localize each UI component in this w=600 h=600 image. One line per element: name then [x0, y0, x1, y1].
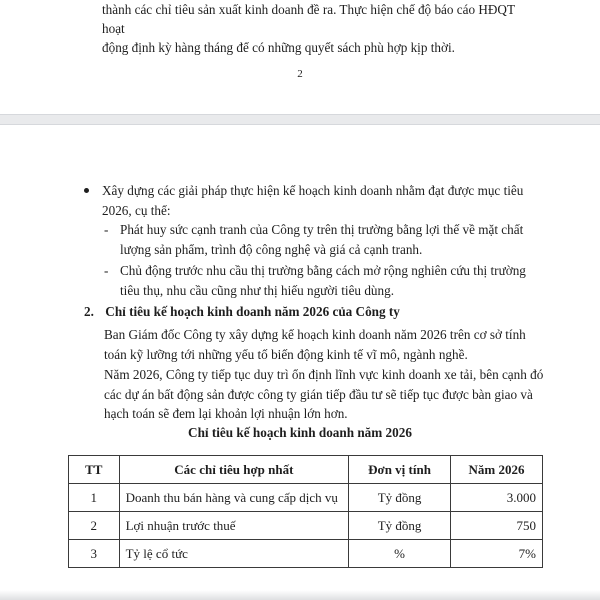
text-line: các dự án bất động sản được công ty gián tiếp đầu tư sẽ tiếp tục được bàn giao và [104, 386, 533, 402]
dash-mark: - [104, 263, 109, 278]
table-title: Chỉ tiêu kế hoạch kinh doanh năm 2026 [188, 425, 412, 440]
dash-text [120, 261, 544, 300]
cell-tt: 2 [69, 512, 120, 540]
text-line: Xây dựng các giải pháp thực hiện kế hoạch kinh doanh nhằm đạt được mục tiêu [102, 183, 524, 198]
text-line: lượng sản phẩm, trình độ công nghệ và giá cả cạnh tranh. [120, 241, 423, 257]
text-line: hạch toán sẽ đem lại khoản lợi nhuận lớn hơn. [104, 406, 348, 421]
previous-page-text [102, 0, 532, 57]
section-number: 2. [84, 304, 94, 319]
table-row [69, 540, 543, 568]
dash-mark: - [104, 222, 109, 237]
paragraph [104, 325, 544, 364]
cell-value: 750 [450, 512, 542, 540]
header-indicator: Các chỉ tiêu hợp nhất [119, 456, 349, 484]
cell-tt: 3 [69, 540, 120, 568]
dash-text [120, 220, 544, 259]
cell-value: 7% [450, 540, 542, 568]
header-year: Năm 2026 [450, 456, 542, 484]
cell-unit: Tỷ đồng [349, 512, 451, 540]
cell-indicator: Doanh thu bán hàng và cung cấp dịch vụ [119, 484, 349, 512]
bullet-item [84, 181, 544, 220]
text-line: 2026, cụ thể: [102, 202, 171, 218]
cell-unit: % [349, 540, 451, 568]
previous-page [0, 0, 600, 115]
cell-unit: Tỷ đồng [349, 484, 451, 512]
dash-item [104, 261, 544, 300]
text-line: Chủ động trước nhu cầu thị trường bằng cách mở rộng nghiên cứu thị trường [120, 263, 526, 278]
table-header-row [69, 456, 543, 484]
header-tt: TT [69, 456, 120, 484]
text-line: thành các chỉ tiêu sản xuất kinh doanh đề ra. Thực hiện chế độ báo cáo HĐQT hoạt [102, 2, 515, 36]
paragraph [104, 365, 544, 424]
dash-item [104, 220, 544, 259]
current-page [0, 124, 600, 600]
cell-indicator: Lợi nhuận trước thuế [119, 512, 349, 540]
page-number: 2 [297, 68, 303, 80]
text-line: tiêu thụ, nhu cầu cũng như thị hiếu người tiêu dùng. [120, 282, 394, 298]
header-unit: Đơn vị tính [349, 456, 451, 484]
text-line: Phát huy sức cạnh tranh của Công ty trên thị trường bằng lợi thế về mặt chất [120, 222, 524, 237]
text-line: Năm 2026, Công ty tiếp tục duy trì ổn định lĩnh vực kinh doanh xe tải, bên cạnh đó [104, 367, 544, 382]
cell-value: 3.000 [450, 484, 542, 512]
text-line: Ban Giám đốc Công ty xây dựng kế hoạch kinh doanh năm 2026 trên cơ sở tính [104, 327, 526, 342]
bullet-dot-icon [84, 188, 89, 193]
text-line: động định kỳ hàng tháng để có những quyết sách phù hợp kịp thời. [102, 40, 455, 55]
section-heading [84, 302, 400, 322]
text-line: toán kỹ lưỡng tới những yếu tố biến động kinh tế vĩ mô, ngành nghề. [104, 346, 468, 362]
table-row [69, 512, 543, 540]
kpi-table [68, 455, 543, 568]
cell-indicator: Tỷ lệ cổ tức [119, 540, 349, 568]
bullet-text [102, 181, 544, 220]
page-bottom-shadow [0, 590, 600, 600]
table-row [69, 484, 543, 512]
section-title: Chỉ tiêu kế hoạch kinh doanh năm 2026 của Công ty [105, 304, 400, 319]
cell-tt: 1 [69, 484, 120, 512]
